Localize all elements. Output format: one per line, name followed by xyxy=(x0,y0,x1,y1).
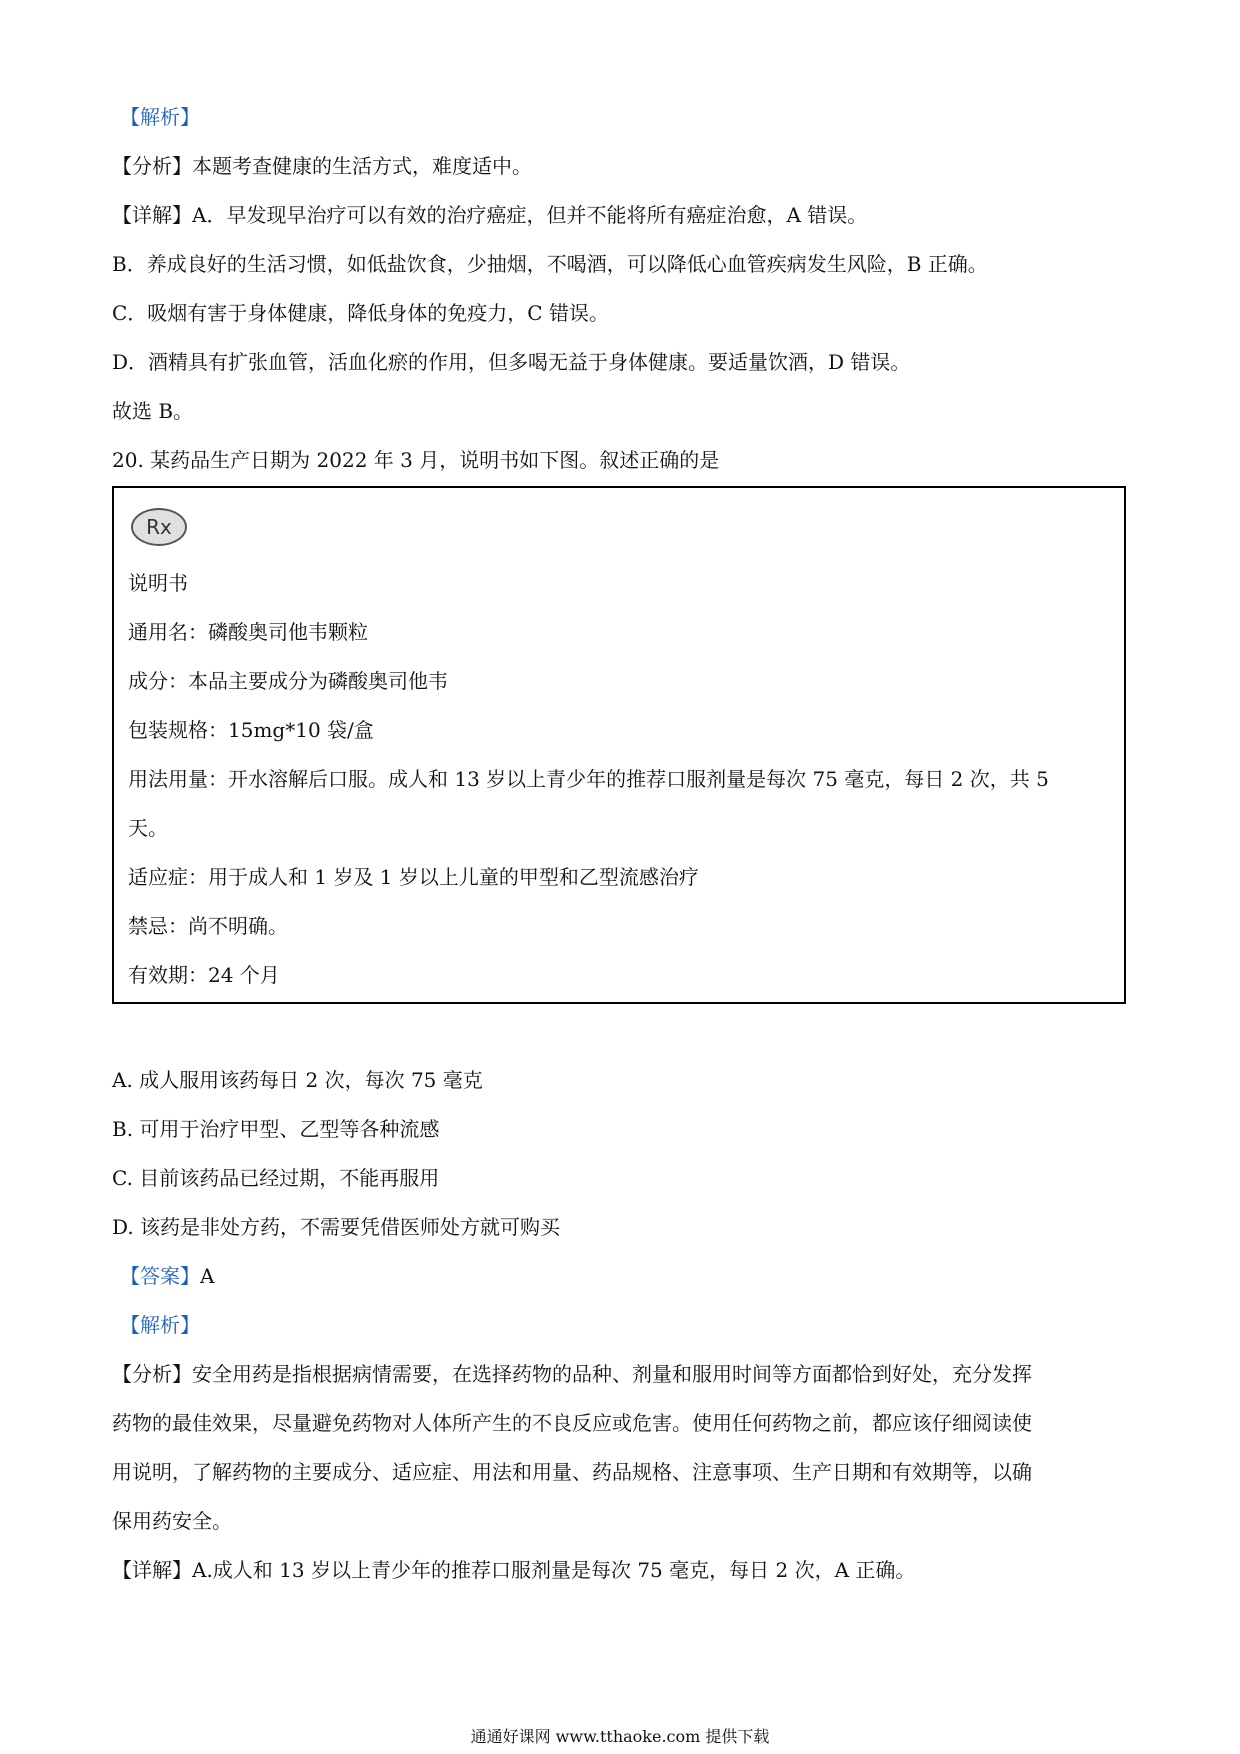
analysis-line xyxy=(112,152,532,180)
detail-line-2a xyxy=(112,1556,915,1584)
detail-line-c: C．吸烟有害于身体健康，降低身体的免疫力，C 错误。 xyxy=(112,301,609,325)
analysis-line-4: 保用药安全。 xyxy=(112,1509,232,1533)
detail-line-a xyxy=(112,201,867,229)
label-indications: 适应症：用于成人和 1 岁及 1 岁以上儿童的甲型和乙型流感治疗 xyxy=(128,865,699,889)
option-d: D. 该药是非处方药，不需要凭借医师处方就可购买 xyxy=(112,1215,561,1239)
option-b: B. 可用于治疗甲型、乙型等各种流感 xyxy=(112,1117,440,1141)
label-title: 说明书 xyxy=(128,571,188,595)
answer-line xyxy=(120,1262,214,1290)
analysis-line-2: 药物的最佳效果，尽量避免药物对人体所产生的不良反应或危害。使用任何药物之前，都应该仔细阅读使 xyxy=(112,1411,1032,1435)
detail-text-2a: A.成人和 13 岁以上青少年的推荐口服剂量是每次 75 毫克，每日 2 次，A 正确。 xyxy=(192,1558,916,1582)
label-ingredients: 成分：本品主要成分为磷酸奥司他韦 xyxy=(128,669,448,693)
label-generic-name: 通用名：磷酸奥司他韦颗粒 xyxy=(128,620,368,644)
label-validity: 有效期：24 个月 xyxy=(128,963,280,987)
detail-line-d: D．酒精具有扩张血管，活血化瘀的作用，但多喝无益于身体健康。要适量饮酒，D 错误。 xyxy=(112,350,911,374)
analysis-tag: 【分析】 xyxy=(112,154,192,178)
analysis-tag-2: 【分析】 xyxy=(112,1362,192,1386)
option-a: A. 成人服用该药每日 2 次，每次 75 毫克 xyxy=(112,1068,483,1092)
answer-tag: 【答案】 xyxy=(120,1264,200,1288)
question-stem: 20. 某药品生产日期为 2022 年 3 月，说明书如下图。叙述正确的是 xyxy=(112,448,720,472)
detail-text-a: A．早发现早治疗可以有效的治疗癌症，但并不能将所有癌症治愈，A 错误。 xyxy=(192,203,868,227)
label-contraindications: 禁忌：尚不明确。 xyxy=(128,914,288,938)
page-footer: 通通好课网 www.tthaoke.com 提供下载 xyxy=(470,1727,770,1746)
analysis-line-3: 用说明，了解药物的主要成分、适应症、用法和用量、药品规格、注意事项、生产日期和有效期等，以确 xyxy=(112,1460,1032,1484)
label-usage-line1: 用法用量：开水溶解后口服。成人和 13 岁以上青少年的推荐口服剂量是每次 75 毫克，每日 2 次，共 5 xyxy=(128,767,1049,791)
jiexi-tag-2: 【解析】 xyxy=(120,1313,200,1337)
analysis-text: 本题考查健康的生活方式，难度适中。 xyxy=(192,154,532,178)
option-c: C. 目前该药品已经过期，不能再服用 xyxy=(112,1166,440,1190)
jiexi-tag: 【解析】 xyxy=(120,105,200,129)
label-package: 包装规格：15mg*10 袋/盒 xyxy=(128,718,374,742)
drug-label-box xyxy=(112,486,1126,1004)
answer-value: A xyxy=(200,1264,215,1288)
detail-tag-2: 【详解】 xyxy=(112,1558,192,1582)
analysis-text-1: 安全用药是指根据病情需要，在选择药物的品种、剂量和服用时间等方面都恰到好处，充分发挥 xyxy=(192,1362,1032,1386)
analysis-line-1 xyxy=(112,1360,1032,1388)
detail-tag: 【详解】 xyxy=(112,203,192,227)
conclusion-line: 故选 B。 xyxy=(112,399,194,423)
rx-icon: Rx xyxy=(131,508,187,546)
label-usage-line2: 天。 xyxy=(128,816,168,840)
detail-line-b: B．养成良好的生活习惯，如低盐饮食，少抽烟，不喝酒，可以降低心血管疾病发生风险，B 正确。 xyxy=(112,252,988,276)
